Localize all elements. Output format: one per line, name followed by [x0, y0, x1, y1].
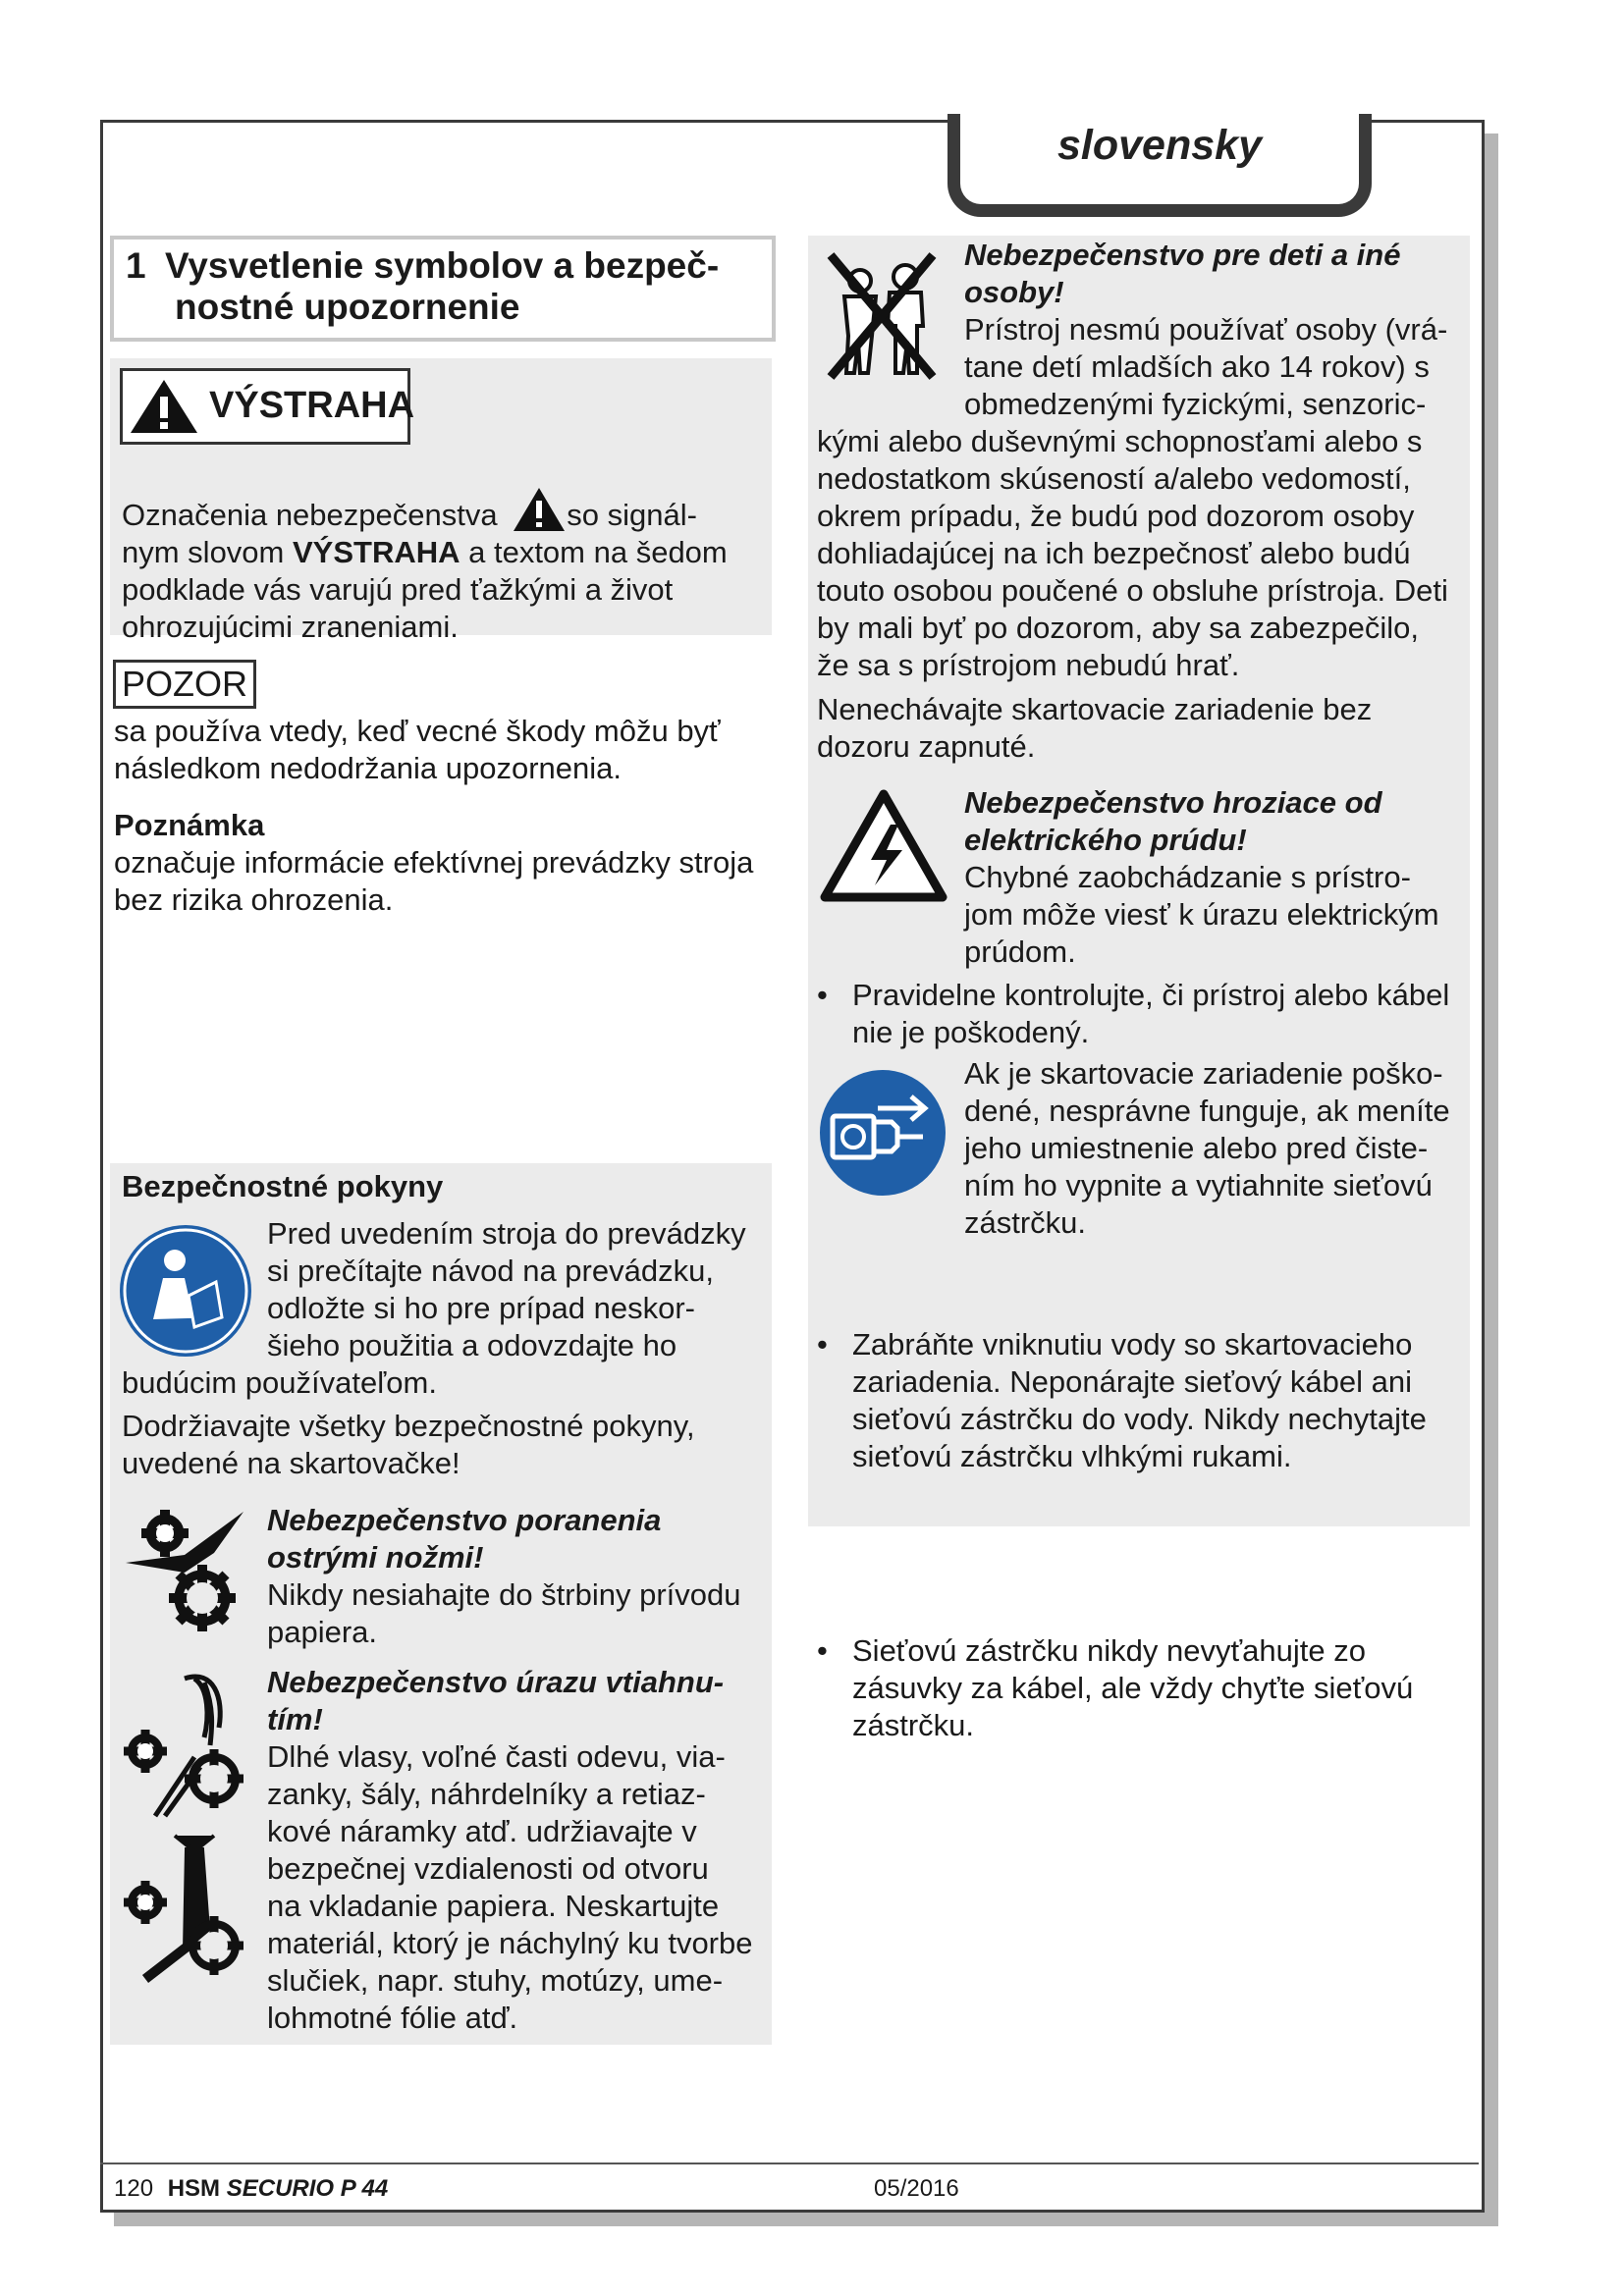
footer-date: 05/2016 [874, 2175, 959, 2202]
children-warning: Nebezpečenstvo pre deti a iné osoby! Prístroj nesmú používať osoby (vrá- tane detí mladších ako 14 rokov) s obmedzenými fyzickými, senzoric- [964, 238, 1448, 421]
plug-removal-item: • Sieťovú zástrčku nikdy nevyťahujte zo zásuvky za kábel, ale vždy chyťte sieťovú zástrčku. [817, 1632, 1500, 1744]
warning-description: Označenia nebezpečenstva so signál- nym slovom VÝSTRAHA a textom na šedom podklade vás varujú pred ťažkými a život ohrozujúcimi zraneniami. [122, 478, 760, 646]
product-name: SECURIO P 44 [226, 2175, 389, 2202]
water-warning-item: • Zabráňte vniknutiu vody so skartovacieho zariadenia. Neponárajte sieťový kábel ani sieťovú zástrčku do vody. Nikdy nechytajte sieťovú zástrčku vlhkými rukami. [817, 1326, 1500, 1475]
caution-label: POZOR [113, 660, 256, 709]
note-heading: Poznámka [114, 808, 265, 842]
note-block: Poznámka označuje informácie efektívnej prevádzky stroja bez rizika ohrozenia. [114, 807, 772, 919]
check-cable-item: • Pravidelne kontrolujte, či prístroj alebo kábel nie je poškodený. [817, 977, 1510, 1051]
page-number: 120 [114, 2175, 154, 2202]
knife-warning: Nebezpečenstvo poranenia ostrými nožmi! Nikdy nesiahajte do štrbiny prívodu papiera. [267, 1503, 741, 1649]
warning-label [120, 368, 415, 445]
children-hazard-icon [823, 247, 941, 385]
sharp-blades-icon [116, 1504, 263, 1641]
electric-warning: Nebezpečenstvo hroziace od elektrického prúdu! Chybné zaobchádzanie s prístro- jom môže viesť k úrazu elektrickým prúdom. [964, 785, 1439, 969]
children-warning-continued: kými alebo duševnými schopnosťami alebo s nedostatkom skúseností a/alebo vedomostí, okrem prípadu, že budú pod dozorom osoby dohliadajúcej na ich bezpečnosť alebo budú touto osobou poučené o obsluhe prístroja. Deti by mali byť po dozorom, aby sa zabezpečilo, že sa s prístrojom nebudú hrať. Nenechávajte skartovacie zariadenie bez dozoru zapnuté. [817, 424, 1448, 764]
manual-tail: budúcim používateľom. Dodržiavajte všetky bezpečnostné pokyny, uvedené na skartovačke! [122, 1365, 695, 1480]
section-heading [110, 236, 776, 342]
warning-triangle-icon [129, 377, 199, 436]
brand-logo: HSM [167, 2175, 221, 2202]
hair-entanglement-icon [116, 1669, 263, 1826]
section-title: Vysvetlenie symbolov a bezpeč- nostné upozornenie [165, 245, 720, 327]
tie-entanglement-icon [116, 1832, 263, 1989]
read-manual-icon [120, 1225, 251, 1357]
section-number: 1 [126, 245, 146, 286]
unplug-instruction: Ak je skartovacie zariadenie poško- dené, nesprávne funguje, ak meníte jeho umiestnenie alebo pred čiste- ním ho vypnite a vytiahnite sieťovú zástrčku. [964, 1056, 1450, 1240]
manual-instructions: Pred uvedením stroja do prevádzky si prečítajte návod na prevádzku, odložte si ho pre prípad neskor- šieho použitia a odovzdajte ho [267, 1216, 746, 1362]
safety-heading: Bezpečnostné pokyny [122, 1169, 444, 1203]
language-label: slovensky [1057, 122, 1262, 169]
language-tab [947, 114, 1372, 217]
entanglement-warning: Nebezpečenstvo úrazu vtiahnu- tím! Dlhé vlasy, voľné časti odevu, via- zanky, šály, náhrdelníky a retiaz- kové náramky atď. udržiavajte v bezpečnej vzdialenosti od otvoru na vkladanie papiera. Neskartujte materiál, ktorý je náchylný ku tvorbe slučiek, napr. stuhy, motúzy, ume- lohmotné fólie atď. [267, 1665, 753, 2035]
warning-label-text: VÝSTRAHA [209, 385, 415, 426]
unplug-icon [817, 1067, 948, 1199]
electric-hazard-icon [820, 789, 947, 902]
warning-inline-icon [512, 486, 567, 533]
footer-divider [100, 2163, 1479, 2164]
caution-description: sa používa vtedy, keď vecné škody môžu byť následkom nedodržania upozornenia. [114, 714, 721, 785]
footer-left [114, 2175, 388, 2203]
